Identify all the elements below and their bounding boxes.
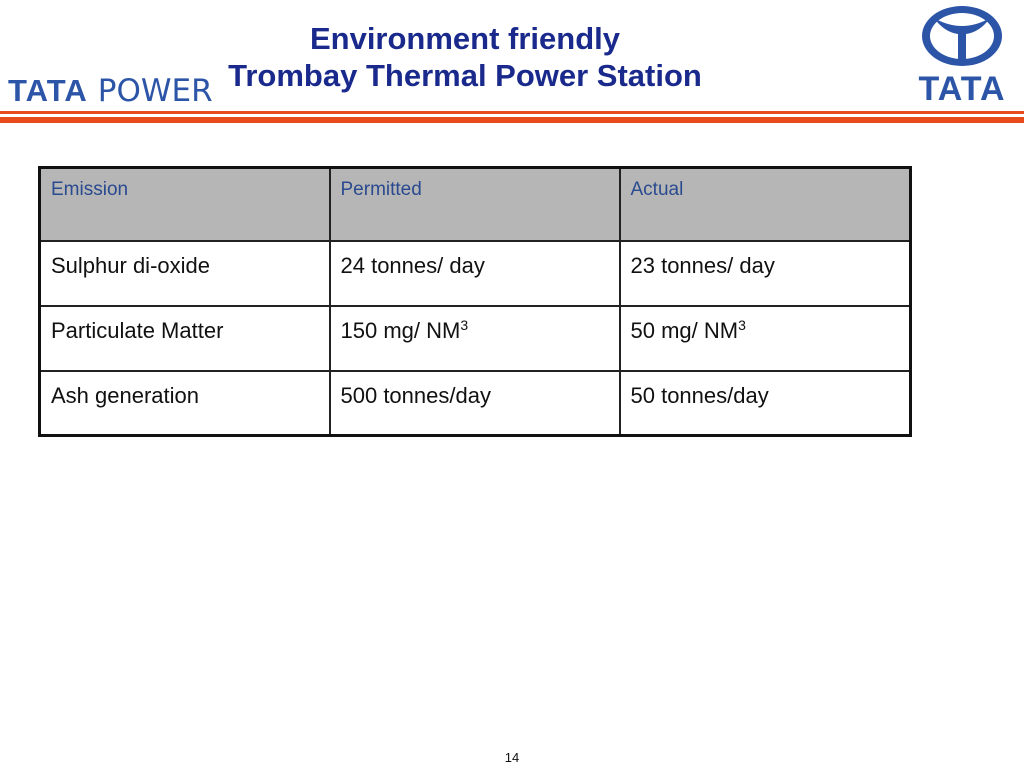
table-header-row	[40, 168, 911, 241]
header-permitted: Permitted	[330, 168, 620, 241]
title-line-2: Trombay Thermal Power Station	[228, 58, 702, 93]
cell-permitted-value: 500 tonnes/day	[340, 382, 491, 408]
cell-emission: Particulate Matter	[40, 306, 330, 371]
logo-word-tata-right: TATA	[918, 70, 1006, 108]
page-number: 14	[504, 750, 520, 765]
cell-permitted	[330, 371, 620, 436]
cell-emission: Sulphur di-oxide	[40, 241, 330, 306]
cell-actual-value: 50 mg/ NM	[630, 317, 739, 343]
table-row	[40, 306, 911, 371]
logo-word-tata: TATA	[8, 73, 88, 108]
cell-actual-value: 50 tonnes/day	[630, 382, 769, 408]
tata-logo	[906, 4, 1018, 106]
header-rule-thin	[0, 111, 1024, 114]
cell-actual	[620, 241, 911, 306]
header-emission: Emission	[40, 168, 330, 241]
tata-power-logo	[8, 72, 213, 108]
emissions-table	[38, 166, 912, 437]
cell-permitted-value: 150 mg/ NM	[340, 317, 461, 343]
table-row	[40, 241, 911, 306]
cell-actual-sup: 3	[738, 316, 746, 333]
cell-actual	[620, 306, 911, 371]
cell-permitted-sup: 3	[460, 316, 469, 333]
cell-permitted-value: 24 tonnes/ day	[340, 252, 485, 278]
cell-actual-value: 23 tonnes/ day	[630, 252, 775, 278]
cell-emission: Ash generation	[40, 371, 330, 436]
table-row	[40, 371, 911, 436]
title-line-1: Environment friendly	[309, 21, 621, 56]
header-actual: Actual	[620, 168, 911, 241]
cell-permitted	[330, 241, 620, 306]
cell-actual	[620, 371, 911, 436]
logo-word-power: POWER	[97, 73, 213, 109]
tata-emblem-icon	[920, 4, 1004, 68]
header-rule-thick	[0, 117, 1024, 123]
cell-permitted	[330, 306, 620, 371]
slide-title	[200, 20, 730, 94]
